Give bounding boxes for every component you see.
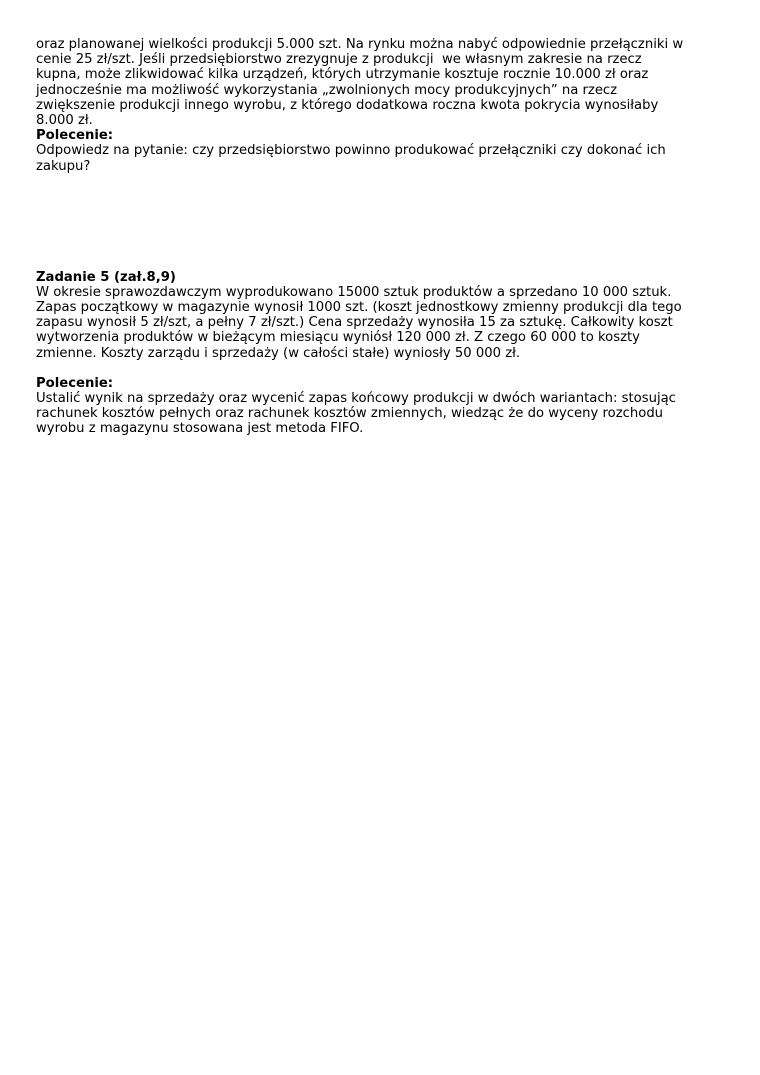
- paragraph-line: zakupu?: [36, 158, 91, 174]
- command-paragraph: [36, 391, 736, 437]
- document-page: [36, 37, 736, 437]
- task-continuation-paragraph: [36, 37, 736, 128]
- paragraph-line: zwiększenie produkcji innego wyrobu, z którego dodatkowa roczna kwota pokrycia wynosiłaby: [36, 97, 659, 113]
- paragraph-line: Ustalić wynik na sprzedaży oraz wycenić zapas końcowy produkcji w dwóch wariantach: stosując: [36, 391, 676, 406]
- command-heading: Polecenie:: [36, 128, 114, 144]
- spacer: [36, 361, 736, 376]
- paragraph-line: cenie 25 zł/szt. Jeśli przedsiębiorstwo zrezygnuje z produkcji we własnym zakresie na rzecz: [36, 52, 642, 68]
- command-paragraph: [36, 143, 736, 173]
- paragraph-line: rachunek kosztów pełnych oraz rachunek kosztów zmiennych, wiedząc że do wyceny rozchodu: [36, 406, 664, 422]
- paragraph-line: Zapas początkowy w magazynie wynosił 1000 szt. (koszt jednostkowy zmienny produkcji dla tego: [36, 300, 682, 316]
- paragraph-line: zapasu wynosił 5 zł/szt, a pełny 7 zł/szt.) Cena sprzedaży wynosiła 15 za sztukę. Całkowity koszt: [36, 315, 673, 331]
- paragraph-line: jednocześnie ma możliwość wykorzystania „zwolnionych mocy produkcyjnych” na rzecz: [36, 82, 618, 98]
- paragraph-line: Odpowiedz na pytanie: czy przedsiębiorstwo powinno produkować przełączniki czy dokonać ich: [36, 143, 666, 159]
- paragraph-line: oraz planowanej wielkości produkcji 5.000 szt. Na rynku można nabyć odpowiednie przełączniki w: [36, 37, 684, 52]
- paragraph-line: 8.000 zł.: [36, 112, 93, 128]
- paragraph-line: wyrobu z magazynu stosowana jest metoda FIFO.: [36, 421, 364, 437]
- task-5-paragraph: [36, 285, 736, 361]
- task-5-heading: Zadanie 5 (zał.8,9): [36, 269, 176, 285]
- paragraph-line: wytworzenia produktów w bieżącym miesiącu wyniósł 120 000 zł. Z czego 60 000 to koszty: [36, 330, 640, 346]
- paragraph-line: W okresie sprawozdawczym wyprodukowano 15000 sztuk produktów a sprzedano 10 000 sztuk.: [36, 284, 672, 300]
- paragraph-line: zmienne. Koszty zarządu i sprzedaży (w całości stałe) wyniosły 50 000 zł.: [36, 345, 521, 361]
- command-heading: Polecenie:: [36, 375, 114, 391]
- paragraph-line: kupna, może zlikwidować kilka urządzeń, których utrzymanie kosztuje rocznie 10.000 zł oraz: [36, 67, 649, 83]
- spacer: [36, 174, 736, 270]
